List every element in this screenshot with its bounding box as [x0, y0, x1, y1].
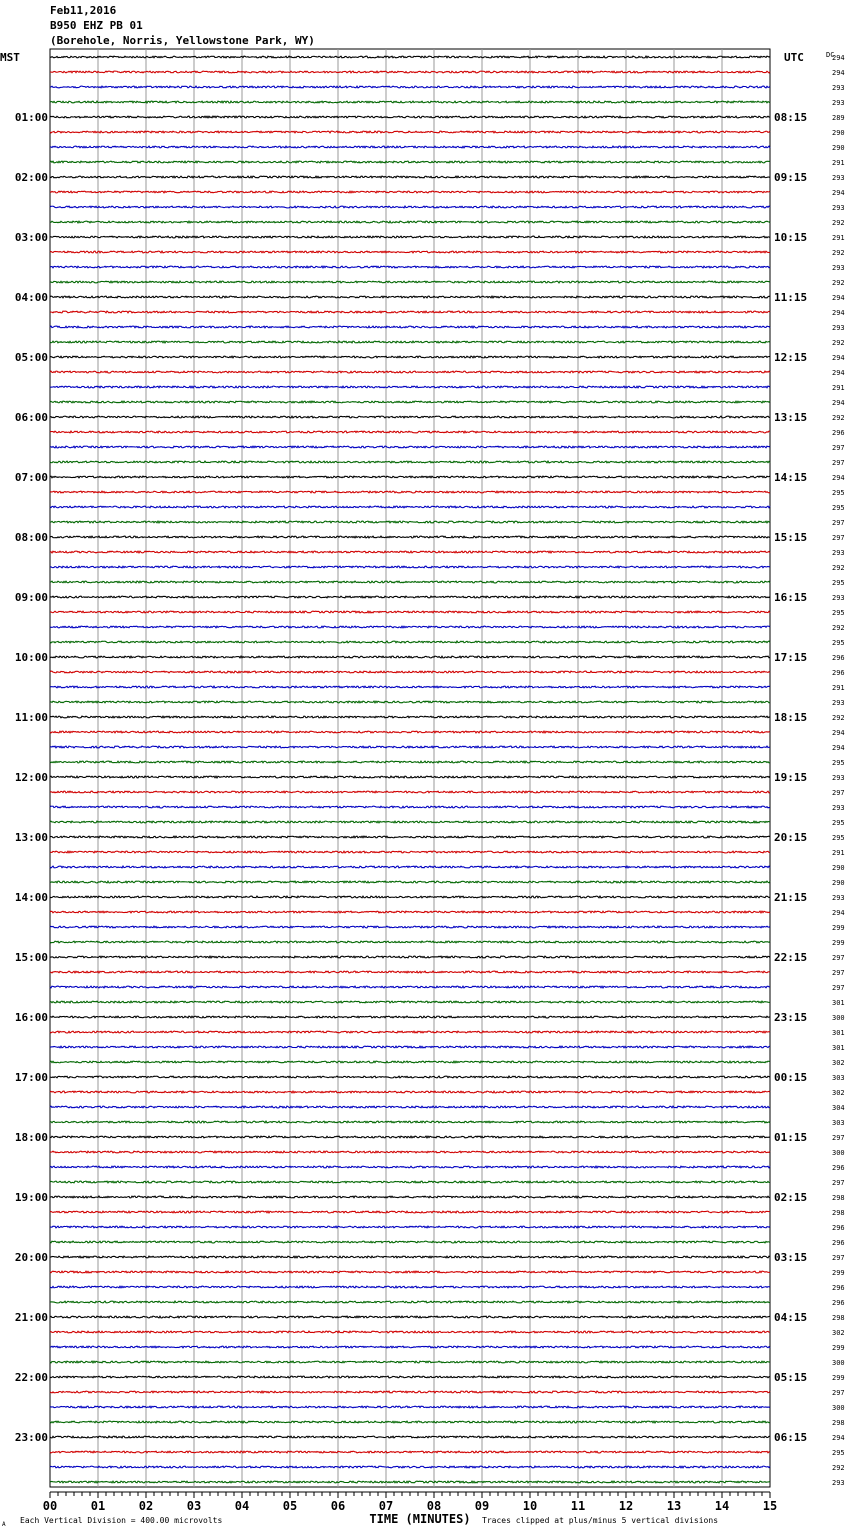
- x-tick-label: 04: [234, 1499, 250, 1513]
- trace-row: [50, 341, 770, 343]
- x-tick-label: 00: [42, 1499, 58, 1513]
- trace-row: [50, 1211, 770, 1213]
- trace-row: [50, 296, 770, 298]
- right-hour-label: 06:15: [774, 1431, 808, 1444]
- trace-row: [50, 986, 770, 988]
- dc-value-label: 293: [832, 204, 845, 212]
- dc-value-label: 294: [832, 189, 845, 197]
- trace-row: [50, 281, 770, 283]
- dc-value-label: 296: [832, 669, 845, 677]
- right-hour-label: 17:15: [774, 651, 808, 664]
- trace-row: [50, 1091, 770, 1093]
- dc-value-label: 299: [832, 1374, 845, 1382]
- right-hour-label: 23:15: [774, 1011, 808, 1024]
- x-tick-label: 12: [618, 1499, 634, 1513]
- dc-value-label: 296: [832, 1239, 845, 1247]
- dc-value-label: 294: [832, 369, 845, 377]
- trace-row: [50, 1151, 770, 1153]
- trace-row: [50, 521, 770, 523]
- trace-row: [50, 791, 770, 793]
- x-tick-label: 10: [522, 1499, 538, 1513]
- dc-value-label: 299: [832, 939, 845, 947]
- dc-value-label: 300: [832, 1149, 845, 1157]
- x-tick-label: 08: [426, 1499, 442, 1513]
- trace-row: [50, 971, 770, 973]
- trace-row: [50, 131, 770, 133]
- trace-row: [50, 446, 770, 448]
- trace-row: [50, 941, 770, 943]
- x-tick-label: 02: [138, 1499, 154, 1513]
- dc-value-label: 293: [832, 1479, 845, 1487]
- dc-value-label: 295: [832, 579, 845, 587]
- trace-row: [50, 1241, 770, 1243]
- trace-row: [50, 566, 770, 568]
- right-hour-label: 09:15: [774, 171, 808, 184]
- dc-value-label: 301: [832, 1029, 845, 1037]
- trace-row: [50, 821, 770, 823]
- trace-row: [50, 206, 770, 208]
- dc-value-label: 292: [832, 279, 845, 287]
- dc-value-label: 296: [832, 1284, 845, 1292]
- dc-value-label: 292: [832, 714, 845, 722]
- trace-row: [50, 881, 770, 883]
- dc-value-label: 293: [832, 894, 845, 902]
- right-hour-label: 15:15: [774, 531, 808, 544]
- dc-value-label: 299: [832, 1269, 845, 1277]
- trace-row: [50, 956, 770, 958]
- trace-row: [50, 116, 770, 118]
- dc-value-label: 295: [832, 1449, 845, 1457]
- trace-row: [50, 1466, 770, 1468]
- dc-value-label: 293: [832, 324, 845, 332]
- trace-row: [50, 491, 770, 493]
- left-timezone-label: MST: [0, 51, 20, 64]
- trace-row: [50, 1181, 770, 1183]
- trace-row: [50, 686, 770, 688]
- left-hour-label: 23:00: [14, 1431, 48, 1444]
- left-hour-label: 12:00: [14, 771, 48, 784]
- right-hour-label: 03:15: [774, 1251, 808, 1264]
- dc-value-label: 293: [832, 84, 845, 92]
- dc-value-label: 289: [832, 114, 845, 122]
- dc-value-label: 293: [832, 264, 845, 272]
- right-timezone-label: UTC: [784, 51, 804, 64]
- trace-row: [50, 926, 770, 928]
- trace-row: [50, 146, 770, 148]
- right-hour-label: 00:15: [774, 1071, 808, 1084]
- trace-row: [50, 671, 770, 673]
- dc-value-label: 304: [832, 1104, 845, 1112]
- dc-value-label: 300: [832, 1359, 845, 1367]
- trace-row: [50, 1346, 770, 1348]
- trace-row: [50, 1031, 770, 1033]
- dc-value-label: 294: [832, 744, 845, 752]
- dc-value-label: 299: [832, 924, 845, 932]
- clip-note: Traces clipped at plus/minus 5 vertical divisions: [482, 1516, 719, 1525]
- trace-row: [50, 311, 770, 313]
- vertical-division-note: Each Vertical Division = 400.00 microvolts: [20, 1516, 223, 1525]
- right-hour-label: 12:15: [774, 351, 808, 364]
- trace-row: [50, 1286, 770, 1288]
- trace-row: [50, 476, 770, 478]
- right-hour-label: 14:15: [774, 471, 808, 484]
- dc-value-label: 297: [832, 1389, 845, 1397]
- right-hour-label: 11:15: [774, 291, 808, 304]
- dc-value-label: 290: [832, 879, 845, 887]
- dc-value-label: 297: [832, 519, 845, 527]
- dc-value-label: 294: [832, 354, 845, 362]
- dc-value-label: 296: [832, 654, 845, 662]
- dc-value-label: 293: [832, 99, 845, 107]
- plot-date: Feb11,2016: [50, 4, 117, 17]
- dc-value-label: 292: [832, 1464, 845, 1472]
- left-hour-label: 05:00: [14, 351, 48, 364]
- dc-value-label: 303: [832, 1074, 845, 1082]
- trace-row: [50, 596, 770, 598]
- station-location: (Borehole, Norris, Yellowstone Park, WY): [50, 34, 315, 47]
- x-tick-label: 06: [330, 1499, 346, 1513]
- dc-value-label: 297: [832, 969, 845, 977]
- trace-row: [50, 176, 770, 178]
- trace-row: [50, 1046, 770, 1048]
- dc-value-label: 294: [832, 69, 845, 77]
- dc-value-label: 293: [832, 594, 845, 602]
- dc-value-label: 302: [832, 1329, 845, 1337]
- trace-row: [50, 356, 770, 358]
- dc-value-label: 295: [832, 609, 845, 617]
- dc-value-label: 290: [832, 144, 845, 152]
- trace-row: [50, 326, 770, 328]
- dc-value-label: 295: [832, 504, 845, 512]
- dc-value-label: 295: [832, 639, 845, 647]
- dc-value-label: 295: [832, 819, 845, 827]
- trace-row: [50, 806, 770, 808]
- right-hour-label: 19:15: [774, 771, 808, 784]
- trace-row: [50, 386, 770, 388]
- dc-value-label: 300: [832, 1404, 845, 1412]
- right-hour-label: 04:15: [774, 1311, 808, 1324]
- dc-value-label: 294: [832, 909, 845, 917]
- dc-value-label: 294: [832, 399, 845, 407]
- trace-row: [50, 536, 770, 538]
- trace-row: [50, 1376, 770, 1378]
- left-hour-label: 18:00: [14, 1131, 48, 1144]
- trace-row: [50, 776, 770, 778]
- dc-value-label: 292: [832, 414, 845, 422]
- dc-value-label: 291: [832, 159, 845, 167]
- dc-value-label: 294: [832, 309, 845, 317]
- x-axis-title: TIME (MINUTES): [369, 1512, 471, 1526]
- trace-row: [50, 896, 770, 898]
- left-hour-label: 08:00: [14, 531, 48, 544]
- dc-value-label: 302: [832, 1089, 845, 1097]
- trace-row: [50, 1016, 770, 1018]
- dc-value-label: 292: [832, 624, 845, 632]
- left-hour-label: 15:00: [14, 951, 48, 964]
- trace-row: [50, 1106, 770, 1108]
- dc-value-label: 293: [832, 549, 845, 557]
- x-tick-label: 11: [570, 1499, 586, 1513]
- left-hour-label: 10:00: [14, 651, 48, 664]
- trace-row: [50, 911, 770, 913]
- dc-value-label: 298: [832, 1194, 845, 1202]
- trace-row: [50, 626, 770, 628]
- trace-row: [50, 1436, 770, 1438]
- dc-value-label: 294: [832, 1434, 845, 1442]
- dc-value-label: 297: [832, 534, 845, 542]
- trace-row: [50, 251, 770, 253]
- trace-row: [50, 86, 770, 88]
- dc-value-label: 298: [832, 1209, 845, 1217]
- dc-value-label: 291: [832, 684, 845, 692]
- trace-row: [50, 1271, 770, 1273]
- dc-value-label: 290: [832, 864, 845, 872]
- trace-row: [50, 1061, 770, 1063]
- trace-row: [50, 371, 770, 373]
- trace-row: [50, 611, 770, 613]
- trace-row: [50, 1076, 770, 1078]
- trace-row: [50, 191, 770, 193]
- trace-row: [50, 236, 770, 238]
- dc-value-label: 301: [832, 999, 845, 1007]
- dc-column-header: DC: [826, 51, 835, 59]
- dc-value-label: 298: [832, 1419, 845, 1427]
- left-hour-label: 16:00: [14, 1011, 48, 1024]
- x-tick-label: 07: [378, 1499, 394, 1513]
- trace-row: [50, 716, 770, 718]
- left-hour-label: 04:00: [14, 291, 48, 304]
- trace-row: [50, 1331, 770, 1333]
- trace-row: [50, 1481, 770, 1483]
- dc-value-label: 296: [832, 1164, 845, 1172]
- trace-row: [50, 1226, 770, 1228]
- trace-row: [50, 1406, 770, 1408]
- dc-value-label: 294: [832, 294, 845, 302]
- right-hour-label: 13:15: [774, 411, 808, 424]
- trace-row: [50, 506, 770, 508]
- right-hour-label: 18:15: [774, 711, 808, 724]
- trace-row: [50, 1361, 770, 1363]
- left-hour-label: 13:00: [14, 831, 48, 844]
- trace-row: [50, 416, 770, 418]
- dc-value-label: 294: [832, 729, 845, 737]
- x-tick-label: 05: [282, 1499, 298, 1513]
- trace-row: [50, 101, 770, 103]
- trace-row: [50, 701, 770, 703]
- trace-row: [50, 221, 770, 223]
- left-hour-label: 20:00: [14, 1251, 48, 1264]
- left-hour-label: 14:00: [14, 891, 48, 904]
- dc-value-label: 300: [832, 1014, 845, 1022]
- dc-value-label: 293: [832, 774, 845, 782]
- trace-row: [50, 1121, 770, 1123]
- left-hour-label: 19:00: [14, 1191, 48, 1204]
- left-hour-label: 17:00: [14, 1071, 48, 1084]
- left-hour-label: 07:00: [14, 471, 48, 484]
- trace-row: [50, 461, 770, 463]
- dc-value-label: 291: [832, 849, 845, 857]
- trace-row: [50, 1166, 770, 1168]
- trace-row: [50, 1451, 770, 1453]
- right-hour-label: 05:15: [774, 1371, 808, 1384]
- dc-value-label: 294: [832, 54, 845, 62]
- x-tick-label: 14: [714, 1499, 730, 1513]
- left-hour-label: 06:00: [14, 411, 48, 424]
- dc-value-label: 303: [832, 1119, 845, 1127]
- dc-value-label: 291: [832, 234, 845, 242]
- trace-row: [50, 161, 770, 163]
- trace-row: [50, 866, 770, 868]
- right-hour-label: 21:15: [774, 891, 808, 904]
- dc-value-label: 298: [832, 1314, 845, 1322]
- left-hour-label: 21:00: [14, 1311, 48, 1324]
- dc-value-label: 297: [832, 1134, 845, 1142]
- dc-value-label: 293: [832, 699, 845, 707]
- dc-value-label: 297: [832, 1254, 845, 1262]
- trace-row: [50, 1136, 770, 1138]
- dc-value-label: 296: [832, 1224, 845, 1232]
- trace-row: [50, 656, 770, 658]
- left-hour-label: 22:00: [14, 1371, 48, 1384]
- dc-value-label: 301: [832, 1044, 845, 1052]
- trace-row: [50, 431, 770, 433]
- dc-value-label: 292: [832, 249, 845, 257]
- trace-row: [50, 641, 770, 643]
- trace-row: [50, 1301, 770, 1303]
- trace-row: [50, 266, 770, 268]
- trace-row: [50, 851, 770, 853]
- station-code: B950 EHZ PB 01: [50, 19, 143, 32]
- trace-row: [50, 746, 770, 748]
- x-tick-label: 01: [90, 1499, 106, 1513]
- left-hour-label: 02:00: [14, 171, 48, 184]
- x-tick-label: 03: [186, 1499, 202, 1513]
- left-hour-label: 01:00: [14, 111, 48, 124]
- dc-value-label: 297: [832, 459, 845, 467]
- right-hour-label: 16:15: [774, 591, 808, 604]
- dc-value-label: 292: [832, 564, 845, 572]
- dc-value-label: 296: [832, 1299, 845, 1307]
- trace-row: [50, 1391, 770, 1393]
- dc-value-label: 291: [832, 384, 845, 392]
- trace-row: [50, 761, 770, 763]
- right-hour-label: 20:15: [774, 831, 808, 844]
- trace-row: [50, 71, 770, 73]
- right-hour-label: 01:15: [774, 1131, 808, 1144]
- dc-value-label: 295: [832, 489, 845, 497]
- dc-value-label: 296: [832, 429, 845, 437]
- trace-row: [50, 581, 770, 583]
- x-tick-label: 09: [474, 1499, 490, 1513]
- right-hour-label: 02:15: [774, 1191, 808, 1204]
- dc-value-label: 297: [832, 984, 845, 992]
- dc-value-label: 297: [832, 1179, 845, 1187]
- trace-row: [50, 1256, 770, 1258]
- trace-row: [50, 1421, 770, 1423]
- trace-row: [50, 1316, 770, 1318]
- corner-mark: A: [2, 1521, 6, 1528]
- right-hour-label: 22:15: [774, 951, 808, 964]
- trace-row: [50, 56, 770, 58]
- trace-row: [50, 1001, 770, 1003]
- right-hour-label: 08:15: [774, 111, 808, 124]
- right-hour-label: 10:15: [774, 231, 808, 244]
- trace-row: [50, 731, 770, 733]
- x-tick-label: 15: [762, 1499, 778, 1513]
- trace-row: [50, 401, 770, 403]
- left-hour-label: 09:00: [14, 591, 48, 604]
- left-hour-label: 03:00: [14, 231, 48, 244]
- dc-value-label: 293: [832, 174, 845, 182]
- dc-value-label: 290: [832, 129, 845, 137]
- dc-value-label: 299: [832, 1344, 845, 1352]
- dc-value-label: 294: [832, 474, 845, 482]
- trace-row: [50, 836, 770, 838]
- dc-value-label: 295: [832, 834, 845, 842]
- dc-value-label: 292: [832, 219, 845, 227]
- trace-row: [50, 551, 770, 553]
- dc-value-label: 297: [832, 444, 845, 452]
- dc-value-label: 293: [832, 804, 845, 812]
- left-hour-label: 11:00: [14, 711, 48, 724]
- dc-value-label: 297: [832, 954, 845, 962]
- dc-value-label: 297: [832, 789, 845, 797]
- x-tick-label: 13: [666, 1499, 682, 1513]
- dc-value-label: 292: [832, 339, 845, 347]
- dc-value-label: 302: [832, 1059, 845, 1067]
- trace-row: [50, 1196, 770, 1198]
- dc-value-label: 295: [832, 759, 845, 767]
